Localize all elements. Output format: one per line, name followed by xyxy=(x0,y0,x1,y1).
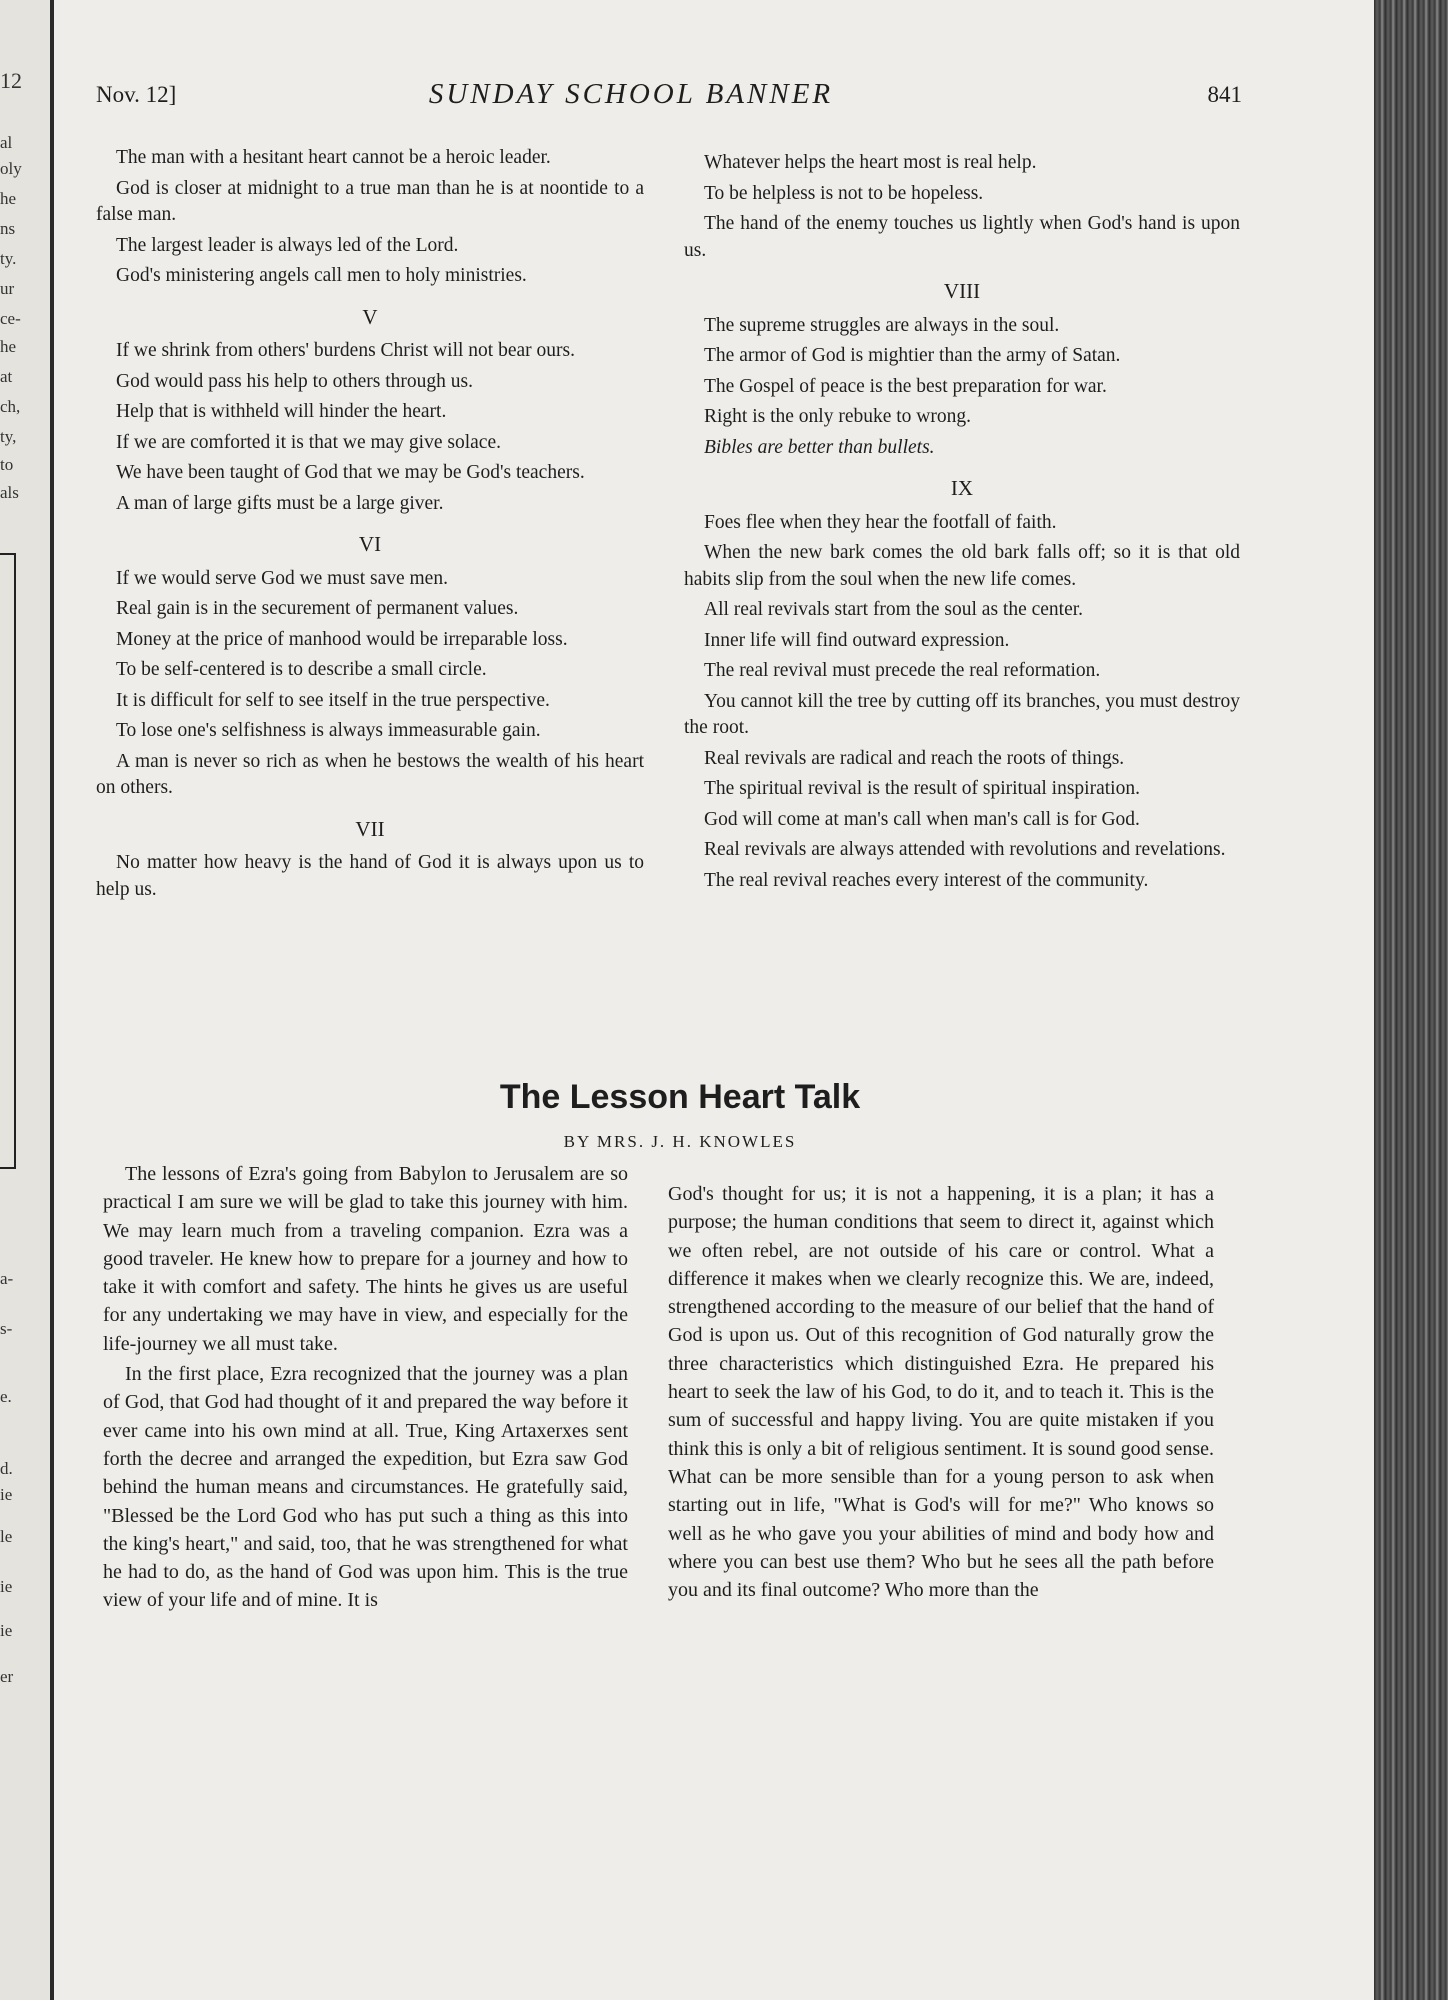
section-numeral: VI xyxy=(358,532,382,556)
edge-fragment: ch, xyxy=(0,397,21,416)
article-paragraph: In the first place, Ezra recognized that the journey was a plan of God, that God had thought of it and prepared the way before it ever came into his own mind at all. True, King Artaxerxes sent forth the decree and arranged the expedition, but Ezra saw God behind the human means and circumstances. He gratefully said, "Blessed be the Lord God who has put such a thing as this into the king's heart," and said, too, that he was strengthened for what he had to do, as the hand of God was upon him. This is the true view of your life and of mine. It is xyxy=(103,1363,628,1612)
book-binding-edge xyxy=(1374,0,1448,2000)
maxim: God would pass his help to others through us. xyxy=(116,370,473,392)
maxim: It is difficult for self to see itself in the true perspective. xyxy=(116,689,550,711)
maxim: The supreme struggles are always in the soul. xyxy=(704,314,1060,336)
edge-fragment: ie xyxy=(0,1577,13,1596)
edge-fragment: he xyxy=(0,337,17,356)
maxim: You cannot kill the tree by cutting off its branches, you must destroy the root. xyxy=(684,690,1240,738)
maxim: A man of large gifts must be a large giver. xyxy=(116,492,444,514)
maxim: No matter how heavy is the hand of God it is always upon us to help us. xyxy=(96,852,644,900)
article-paragraph: God's thought for us; it is not a happening, it is a plan; it has a purpose; the human conditions that seem to direct it, against which we often rebel, are not outside of his care or control. What a difference it makes when we clearly recognize this. We are, indeed, strengthened according to the measure of our belief that the hand of God is upon us. Out of this recognition of God naturally grow the three characteristics which distinguished Ezra. He prepared his heart to seek the law of his God, to do it, and to teach it. This is the sum of successful and happy living. You are quite mistaken if you think this is only a bit of religious sentiment. It is sound good sense. What can be more sensible than for a young person to ask when starting out in life, "What is God's will for me?" Who knows so well as he who gave you your abilities of mind and body how and where you can best use them? Who but he sees all the path before you and its final outcome? Who more than the xyxy=(668,1183,1214,1602)
edge-fragment: e. xyxy=(0,1387,12,1406)
edge-fragment: he xyxy=(0,189,17,208)
facing-page-edge xyxy=(0,0,54,2000)
running-header xyxy=(96,78,1246,118)
maxim: God will come at man's call when man's call is for God. xyxy=(704,808,1140,830)
maxim: To be self-centered is to describe a small circle. xyxy=(116,659,487,680)
edge-fragment: ns xyxy=(0,219,16,238)
maxim: The spiritual revival is the result of spiritual inspiration. xyxy=(704,778,1140,799)
maxim: Bibles are better than bullets. xyxy=(704,436,935,458)
article-title: The Lesson Heart Talk xyxy=(499,1078,861,1116)
edge-fragment: to xyxy=(0,455,14,474)
maxim: God's ministering angels call men to holy ministries. xyxy=(116,265,527,286)
article-paragraph: The lessons of Ezra's going from Babylon to Jerusalem are so practical I am sure we will be glad to take this journey with him. We may learn much from a traveling companion. Ezra was a good traveler. He knew how to prepare for a journey and how to take it with comfort and safety. The hints he gives us are useful for any undertaking we may have in view, and especially for the life-journey we all must take. xyxy=(103,1163,628,1355)
edge-fragment: at xyxy=(0,367,13,386)
maxim: Help that is withheld will hinder the heart. xyxy=(116,401,447,422)
maxim: God is closer at midnight to a true man than he is at noontide to a false man. xyxy=(96,177,644,225)
article-column-left xyxy=(103,1160,628,1617)
maxim: All real revivals start from the soul as the center. xyxy=(704,599,1084,620)
maxim: The real revival must precede the real reformation. xyxy=(704,660,1101,681)
edge-fragment: ie xyxy=(0,1621,13,1640)
header-date: Nov. 12] xyxy=(96,82,177,107)
maxim: The man with a hesitant heart cannot be a heroic leader. xyxy=(116,147,551,168)
edge-fragment: ur xyxy=(0,279,15,298)
edge-fragment: oly xyxy=(0,159,22,178)
maxim: If we are comforted it is that we may give solace. xyxy=(116,431,501,453)
section-numeral: V xyxy=(362,304,378,329)
maxim: When the new bark comes the old bark falls off; so it is that old habits slip from the soul when the new life comes. xyxy=(684,542,1240,590)
maxim: If we would serve God we must save men. xyxy=(116,567,448,589)
maxim: To lose one's selfishness is always immeasurable gain. xyxy=(116,720,541,741)
maxim: The armor of God is mightier than the army of Satan. xyxy=(704,345,1121,366)
edge-fragment: d. xyxy=(0,1459,13,1478)
edge-fragment: 12 xyxy=(0,68,22,93)
maxim: Real gain is in the securement of permanent values. xyxy=(116,598,519,619)
maxim: A man is never so rich as when he bestows the wealth of his heart on others. xyxy=(96,750,644,798)
header-title: SUNDAY SCHOOL BANNER xyxy=(428,78,834,110)
section-numeral: VII xyxy=(355,816,385,841)
maxim: Whatever helps the heart most is real help. xyxy=(704,152,1037,173)
edge-fragment: ty, xyxy=(0,427,17,446)
edge-fragment: al xyxy=(0,133,13,152)
maxim: Money at the price of manhood would be irreparable loss. xyxy=(116,628,568,650)
edge-fragment: le xyxy=(0,1527,13,1546)
edge-fragment: a- xyxy=(0,1269,14,1288)
maxim: Inner life will find outward expression. xyxy=(704,629,1010,651)
edge-fragment: als xyxy=(0,483,19,502)
facing-page-box xyxy=(0,553,16,1169)
maxims-column-left xyxy=(96,145,644,907)
maxim: Foes flee when they hear the footfall of faith. xyxy=(704,511,1057,533)
maxims-column-right xyxy=(684,150,1240,898)
maxim: To be helpless is not to be hopeless. xyxy=(704,182,984,204)
edge-fragment: ce- xyxy=(0,309,21,328)
maxim: We have been taught of God that we may be God's teachers. xyxy=(116,462,585,483)
maxim: The hand of the enemy touches us lightly when God's hand is upon us. xyxy=(684,213,1240,261)
maxim: The real revival reaches every interest of the community. xyxy=(704,869,1149,891)
maxim: Real revivals are radical and reach the roots of things. xyxy=(704,747,1125,769)
maxim: Right is the only rebuke to wrong. xyxy=(704,406,972,427)
section-numeral: VIII xyxy=(943,279,981,303)
maxim: Real revivals are always attended with revolutions and revelations. xyxy=(704,839,1226,860)
article-column-right xyxy=(668,1180,1214,1606)
edge-fragment: er xyxy=(0,1667,14,1686)
edge-fragment: ty. xyxy=(0,249,17,268)
edge-fragment: s- xyxy=(0,1319,13,1338)
edge-fragment: ie xyxy=(0,1485,13,1504)
maxim: The largest leader is always led of the Lord. xyxy=(116,234,459,256)
article-byline: BY MRS. J. H. KNOWLES xyxy=(563,1132,797,1151)
page-number: 841 xyxy=(1207,82,1242,107)
maxim: The Gospel of peace is the best preparation for war. xyxy=(704,375,1107,397)
section-numeral: IX xyxy=(950,476,974,500)
maxim: If we shrink from others' burdens Christ will not bear ours. xyxy=(116,340,575,361)
